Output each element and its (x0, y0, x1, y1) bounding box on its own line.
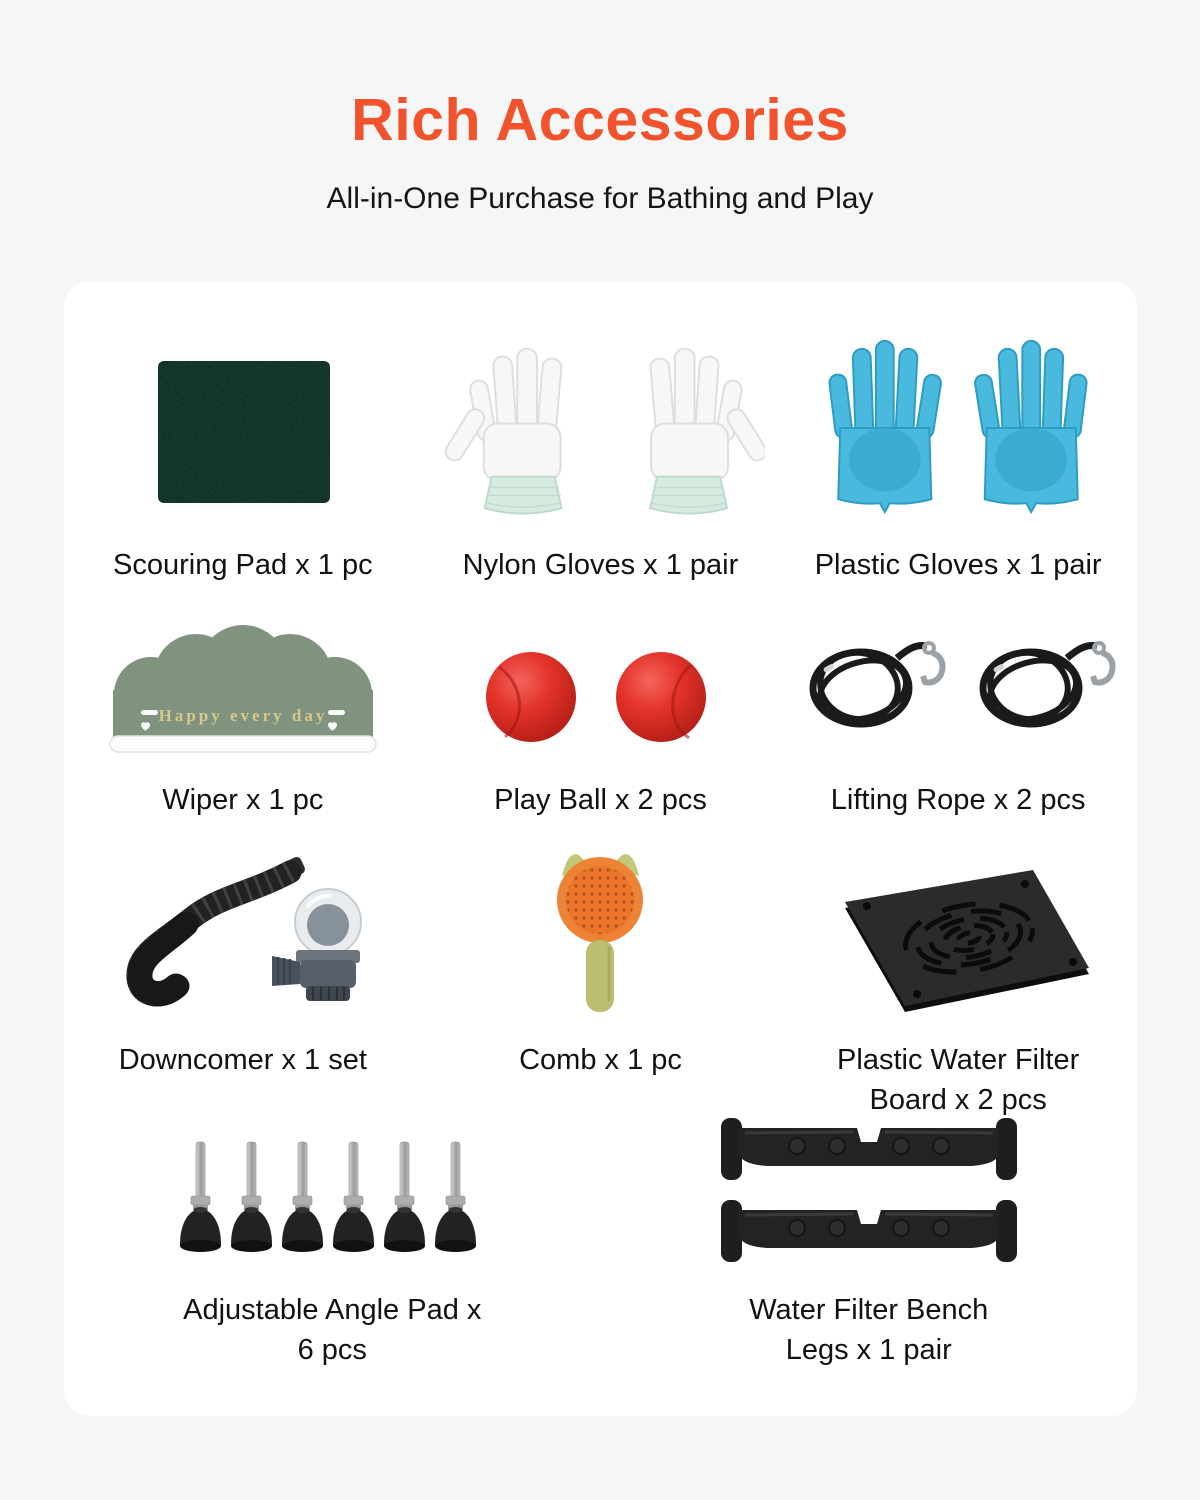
item-wiper (64, 616, 422, 820)
accessories-row-3 (64, 846, 1137, 1120)
angle-pad-icon (167, 1124, 497, 1266)
accessories-row-1 (64, 331, 1137, 585)
item-label: Lifting Rope x 2 pcs (830, 784, 1086, 816)
item-comb (422, 846, 780, 1120)
filter-board-image (793, 846, 1123, 1016)
item-play-ball (422, 616, 780, 820)
scouring-pad-icon (118, 343, 368, 521)
downcomer-image (78, 846, 408, 1016)
downcomer-icon (78, 848, 408, 1016)
plastic-gloves-icon (798, 333, 1118, 521)
angle-pad-image (167, 1116, 497, 1266)
item-label: Nylon Gloves x 1 pair (462, 549, 739, 581)
item-label: Plastic Gloves x 1 pair (814, 549, 1102, 581)
item-label: Wiper x 1 pc (162, 784, 324, 816)
nylon-gloves-image (435, 331, 765, 521)
item-label: Play Ball x 2 pcs (494, 784, 707, 816)
item-nylon-gloves (422, 331, 780, 585)
play-ball-icon (455, 634, 745, 756)
item-lifting-rope (779, 616, 1137, 820)
item-plastic-gloves (779, 331, 1137, 585)
item-scouring-pad (64, 331, 422, 585)
item-label: Adjustable Angle Pad x 6 pcs (183, 1294, 482, 1367)
scouring-pad-image (118, 331, 368, 521)
plastic-gloves-image (798, 331, 1118, 521)
wiper-image (93, 616, 393, 756)
page-subtitle: All-in-One Purchase for Bathing and Play (326, 182, 874, 215)
bench-legs-image (704, 1116, 1034, 1266)
item-bench-legs (601, 1116, 1138, 1370)
play-ball-image (455, 616, 745, 756)
accessories-row-4 (64, 1116, 1137, 1370)
header (0, 0, 1200, 216)
item-filter-board (779, 846, 1137, 1120)
filter-board-icon (793, 844, 1123, 1016)
item-downcomer (64, 846, 422, 1120)
comb-icon (508, 850, 693, 1016)
lifting-rope-icon (793, 616, 1123, 756)
item-angle-pad (64, 1116, 601, 1370)
accessories-card (64, 281, 1137, 1416)
item-label: Water Filter Bench Legs x 1 pair (749, 1294, 989, 1367)
accessories-row-2 (64, 616, 1137, 820)
comb-image (508, 846, 693, 1016)
item-label: Downcomer x 1 set (118, 1044, 367, 1076)
wiper-engraving: Happy every day (158, 706, 328, 725)
item-label: Plastic Water Filter Board x 2 pcs (837, 1044, 1080, 1117)
item-label: Scouring Pad x 1 pc (113, 549, 373, 581)
item-label: Comb x 1 pc (519, 1044, 682, 1076)
lifting-rope-image (793, 616, 1123, 756)
drain-valve (272, 889, 361, 1001)
bench-legs-icon (704, 1114, 1034, 1266)
page-title: Rich Accessories (351, 87, 849, 153)
nylon-gloves-icon (435, 329, 765, 521)
wiper-icon (93, 622, 393, 756)
